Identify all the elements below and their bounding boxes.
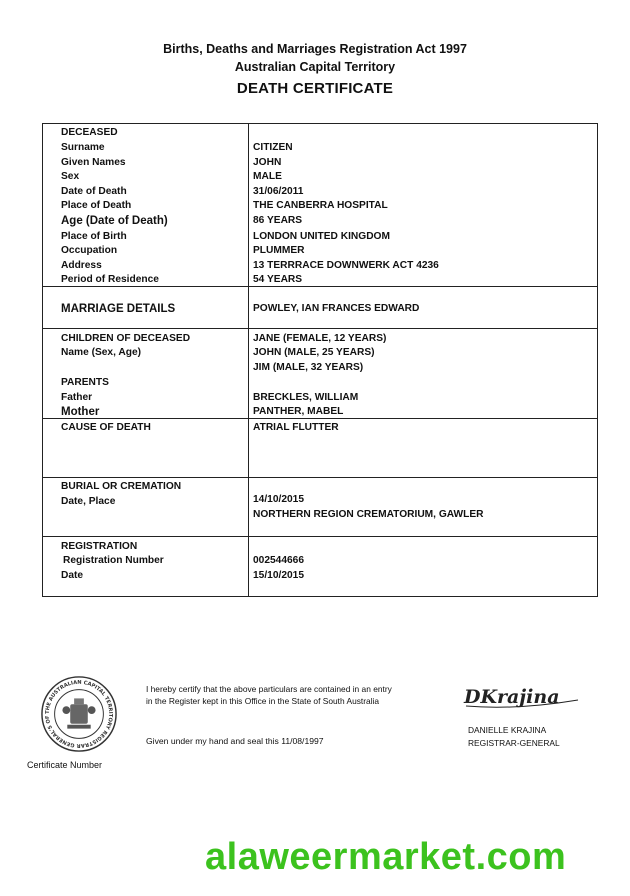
- address-value: 13 TERRRACE DOWNWERK ACT 4236: [253, 260, 439, 271]
- registrar-block: [468, 724, 560, 750]
- registrar-title: REGISTRAR-GENERAL: [468, 738, 560, 748]
- given-names-label: Given Names: [61, 157, 126, 168]
- certificate-number-label: Certificate Number: [27, 760, 103, 770]
- age-value: 86 YEARS: [253, 215, 303, 226]
- row-divider: [43, 536, 597, 537]
- row-divider: [43, 418, 597, 419]
- watermark: alaweermarket.com: [205, 836, 567, 878]
- place-of-birth-label: Place of Birth: [61, 231, 127, 242]
- age-label: Age (Date of Death): [61, 215, 168, 227]
- child-1: JANE (FEMALE, 12 YEARS): [253, 333, 387, 344]
- child-3: JIM (MALE, 32 YEARS): [253, 362, 364, 373]
- row-divider: [43, 286, 597, 287]
- signature-text: DKrajina: [464, 686, 560, 708]
- registrar-seal: [40, 675, 118, 753]
- address-label: Address: [61, 260, 102, 271]
- burial-sublabel: Date, Place: [61, 496, 116, 507]
- mother-value: PANTHER, MABEL: [253, 406, 344, 417]
- parents-heading: PARENTS: [61, 377, 109, 388]
- surname-value: CITIZEN: [253, 142, 293, 153]
- mother-label: Mother: [61, 406, 100, 418]
- marriage-label: MARRIAGE DETAILS: [61, 303, 176, 315]
- father-value: BRECKLES, WILLIAM: [253, 392, 359, 403]
- place-of-death-label: Place of Death: [61, 200, 132, 211]
- burial-place: NORTHERN REGION CREMATORIUM, GAWLER: [253, 509, 484, 520]
- certify-line-2: in the Register kept in this Office in the State of South Australia: [146, 696, 380, 706]
- burial-heading: BURIAL OR CREMATION: [61, 481, 182, 492]
- seal-text: THE AUSTRALIAN CAPITAL TERRITORY REGISTRAR GENERAL'S OF: [44, 679, 114, 749]
- cause-label: CAUSE OF DEATH: [61, 422, 151, 433]
- child-2: JOHN (MALE, 25 YEARS): [253, 347, 375, 358]
- registration-number-label: Registration Number: [63, 555, 164, 566]
- cause-value: ATRIAL FLUTTER: [253, 422, 339, 433]
- sex-label: Sex: [61, 171, 80, 182]
- row-divider: [43, 477, 597, 478]
- occupation-value: PLUMMER: [253, 245, 305, 256]
- territory-title: Australian Capital Territory: [234, 60, 396, 74]
- date-of-death-value: 31/06/2011: [253, 186, 304, 197]
- column-divider: [248, 124, 249, 596]
- row-divider: [43, 328, 597, 329]
- registration-heading: REGISTRATION: [61, 541, 138, 552]
- certificate-table: [42, 123, 598, 597]
- registrar-name: DANIELLE KRAJINA: [468, 725, 547, 735]
- registration-date-label: Date: [61, 570, 84, 581]
- registrar-signature: [462, 676, 582, 716]
- place-of-birth-value: LONDON UNITED KINGDOM: [253, 231, 390, 242]
- burial-date: 14/10/2015: [253, 494, 304, 505]
- children-sublabel: Name (Sex, Age): [61, 347, 142, 358]
- act-title: Births, Deaths and Marriages Registration Act 1997: [163, 42, 467, 56]
- surname-label: Surname: [61, 142, 105, 153]
- occupation-label: Occupation: [61, 245, 118, 256]
- given-names-value: JOHN: [253, 157, 282, 168]
- certificate-title: DEATH CERTIFICATE: [236, 80, 394, 97]
- certification-statement: [146, 683, 392, 707]
- registration-date-value: 15/10/2015: [253, 570, 304, 581]
- date-of-death-label: Date of Death: [61, 186, 127, 197]
- father-label: Father: [61, 392, 93, 403]
- sex-value: MALE: [253, 171, 282, 182]
- marriage-value: POWLEY, IAN FRANCES EDWARD: [253, 303, 420, 314]
- certify-line-1: I hereby certify that the above particulars are contained in an entry: [146, 684, 392, 694]
- children-heading: CHILDREN OF DECEASED: [61, 333, 191, 344]
- registration-number-value: 002544666: [253, 555, 304, 566]
- period-of-residence-label: Period of Residence: [61, 274, 159, 285]
- period-of-residence-value: 54 YEARS: [253, 274, 303, 285]
- deceased-heading: DECEASED: [61, 127, 118, 138]
- given-under-seal: Given under my hand and seal this 11/08/1997: [146, 736, 324, 746]
- place-of-death-value: THE CANBERRA HOSPITAL: [253, 200, 388, 211]
